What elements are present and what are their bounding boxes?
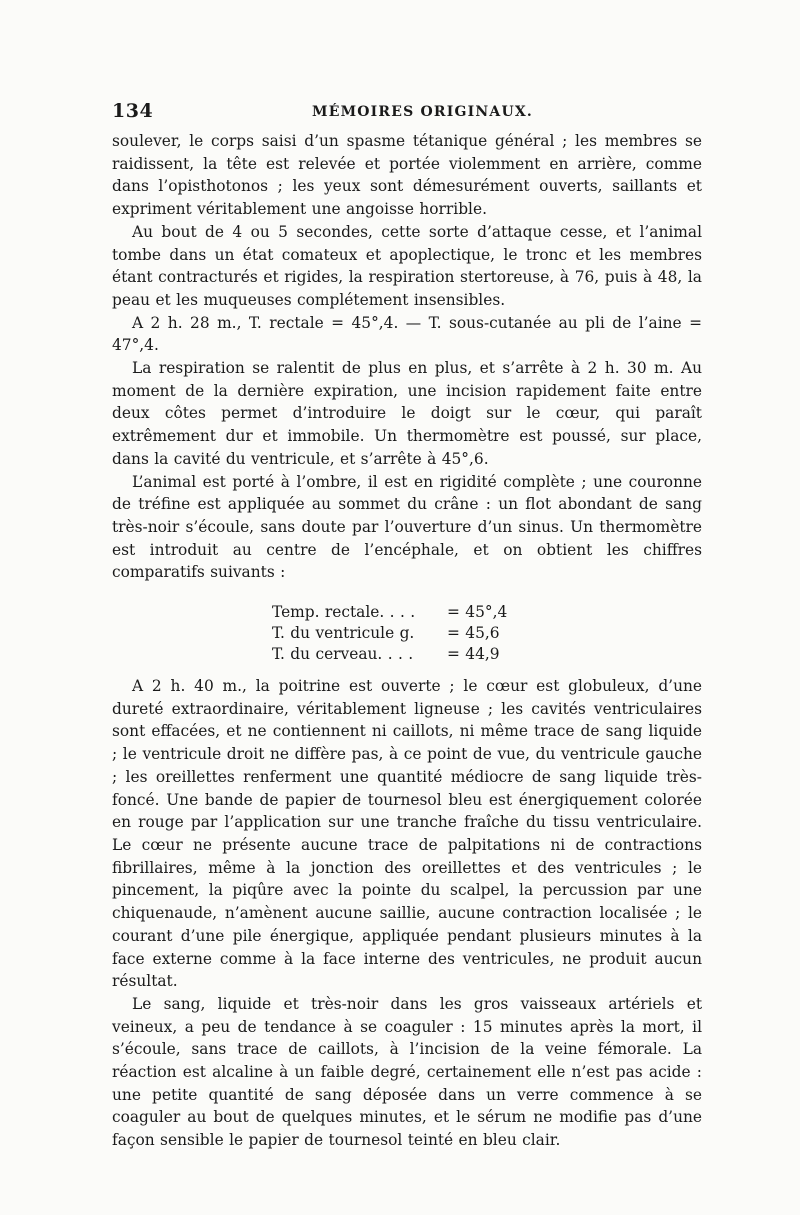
temperature-table <box>272 602 532 665</box>
temperature-label: T. du ventricule g. <box>272 624 415 643</box>
paragraph: La respiration se ralentit de plus en plus, et s’arrête à 2 h. 30 m. Au moment de la dernière expiration, une incision rapidement faite entre deux côtes permet d’introduire le doigt sur le cœur, qui paraît extrêmement dur et immobile. Un thermomètre est poussé, sur place, dans la cavité du ventricule, et s’arrête à 45°,6. <box>112 359 702 468</box>
temperature-value: = 45,6 <box>447 624 500 643</box>
body-text <box>112 130 702 1152</box>
paragraph: A 2 h. 40 m., la poitrine est ouverte ; le cœur est globuleux, d’une dureté extraordinaire, véritablement ligneuse ; les cavités ventriculaires sont effacées, et ne contiennent ni caillots, ni même trace de sang liquide ; le ventricule droit ne diffère pas, à ce point de vue, du ventricule gauche ; les oreillettes renferment une quantité médiocre de sang liquide très-foncé. Une bande de papier de tournesol bleu est énergiquement colorée en rouge par l’application sur une tranche fraîche du tissu ventriculaire. Le cœur ne présente aucune trace de palpitations ni de contractions fibrillaires, même à la jonction des oreillettes et des ventricules ; le pincement, la piqûre avec la pointe du scalpel, la percussion par une chiquenaude, n’amènent aucune saillie, aucune contraction localisée ; le courant d’une pile énergique, appliquée pendant plusieurs minutes à la face externe comme à la face interne des ventricules, ne produit aucun résultat. <box>112 677 702 991</box>
temperature-row <box>272 644 532 665</box>
paragraph: Le sang, liquide et très-noir dans les gros vaisseaux artériels et veineux, a peu de tendance à se coaguler : 15 minutes après la mort, il s’écoule, sans trace de caillots, à l’incision de la veine fémorale. La réaction est alcaline à un faible degré, certainement elle n’est pas acide : une petite quantité de sang déposée dans un verre commence à se coaguler au bout de quelques minutes, et le sérum ne modifie pas d’une façon sensible le papier de tournesol teinté en bleu clair. <box>112 994 702 1150</box>
paragraph: soulever, le corps saisi d’un spasme tétanique général ; les membres se raidissent, la tête est relevée et portée violemment en arrière, comme dans l’opisthotonos ; les yeux sont démesurément ouverts, saillants et expriment véritablement une angoisse horrible. <box>112 132 702 219</box>
paragraph: Au bout de 4 ou 5 secondes, cette sorte d’attaque cesse, et l’animal tombe dans un état comateux et apoplectique, le tronc et les membres étant contracturés et rigides, la respiration stertoreuse, à 76, puis à 48, la peau et les muqueuses complétement insensibles. <box>112 222 702 309</box>
paragraph: A 2 h. 28 m., T. rectale = 45°,4. — T. sous-cutanée au pli de l’aine = 47°,4. <box>112 313 702 355</box>
running-title: MÉMOIRES ORIGINAUX. <box>312 104 533 120</box>
temperature-value: = 45°,4 <box>447 603 508 622</box>
page-number: 134 <box>112 100 154 122</box>
page-header <box>112 100 702 124</box>
temperature-label: Temp. rectale. . . . <box>272 603 416 622</box>
temperature-row <box>272 602 532 623</box>
temperature-row <box>272 623 532 644</box>
paragraph: L’animal est porté à l’ombre, il est en rigidité complète ; une couronne de tréfine est appliquée au sommet du crâne : un flot abondant de sang très-noir s’écoule, sans doute par l’ouverture d’un sinus. Un thermomètre est introduit au centre de l’encéphale, et on obtient les chiffres comparatifs suivants : <box>112 472 702 582</box>
temperature-label: T. du cerveau. . . . <box>272 645 414 664</box>
temperature-value: = 44,9 <box>447 645 500 664</box>
